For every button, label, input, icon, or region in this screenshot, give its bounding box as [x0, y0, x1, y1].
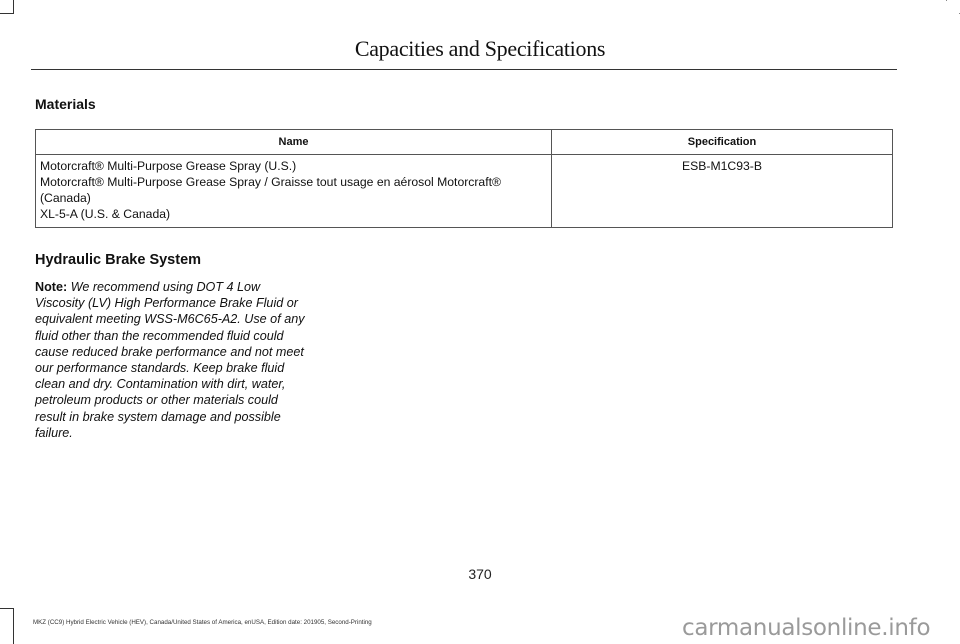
crop-mark-dot [946, 0, 947, 1]
product-name: Motorcraft® Multi-Purpose Grease Spray (U.S.) [40, 159, 297, 173]
name-cell [36, 155, 552, 228]
brake-fluid-note [35, 279, 310, 441]
product-name: XL-5-A (U.S. & Canada) [40, 207, 171, 221]
title-rule [31, 69, 897, 70]
crop-mark-top-left [0, 0, 14, 14]
page-title: Capacities and Specifications [354, 36, 606, 61]
materials-heading: Materials [35, 96, 96, 112]
column-header-name: Name [36, 130, 552, 155]
column-header-specification: Specification [552, 130, 893, 155]
table-row [36, 155, 893, 228]
note-text: We recommend using DOT 4 Low Viscosity (LV) High Performance Brake Fluid or equivalent meeting WSS-M6C65-A2. Use of any fluid other than the recommended fluid could cause reduced brake performance and not meet our performance standards. Keep brake fluid clean and dry. Contamination with dirt, water, petroleum products or other materials could result in brake system damage and possible failure. [35, 280, 305, 440]
page-number: 370 [468, 566, 492, 582]
product-name: Motorcraft® Multi-Purpose Grease Spray / Graisse tout usage en aérosol Motorcraft® (Canada) [40, 175, 501, 205]
brake-system-heading: Hydraulic Brake System [35, 252, 202, 268]
watermark: carmanualsonline.info [682, 615, 931, 641]
table-header-row [36, 130, 893, 155]
note-label: Note: [35, 280, 68, 294]
edition-footer: MKZ (CC9) Hybrid Electric Vehicle (HEV), Canada/United States of America, enUSA, Edition date: 201905, Second-Printing [33, 619, 372, 626]
specification-cell: ESB-M1C93-B [552, 155, 893, 228]
materials-table [35, 129, 893, 228]
crop-mark-bottom-left [0, 608, 14, 644]
